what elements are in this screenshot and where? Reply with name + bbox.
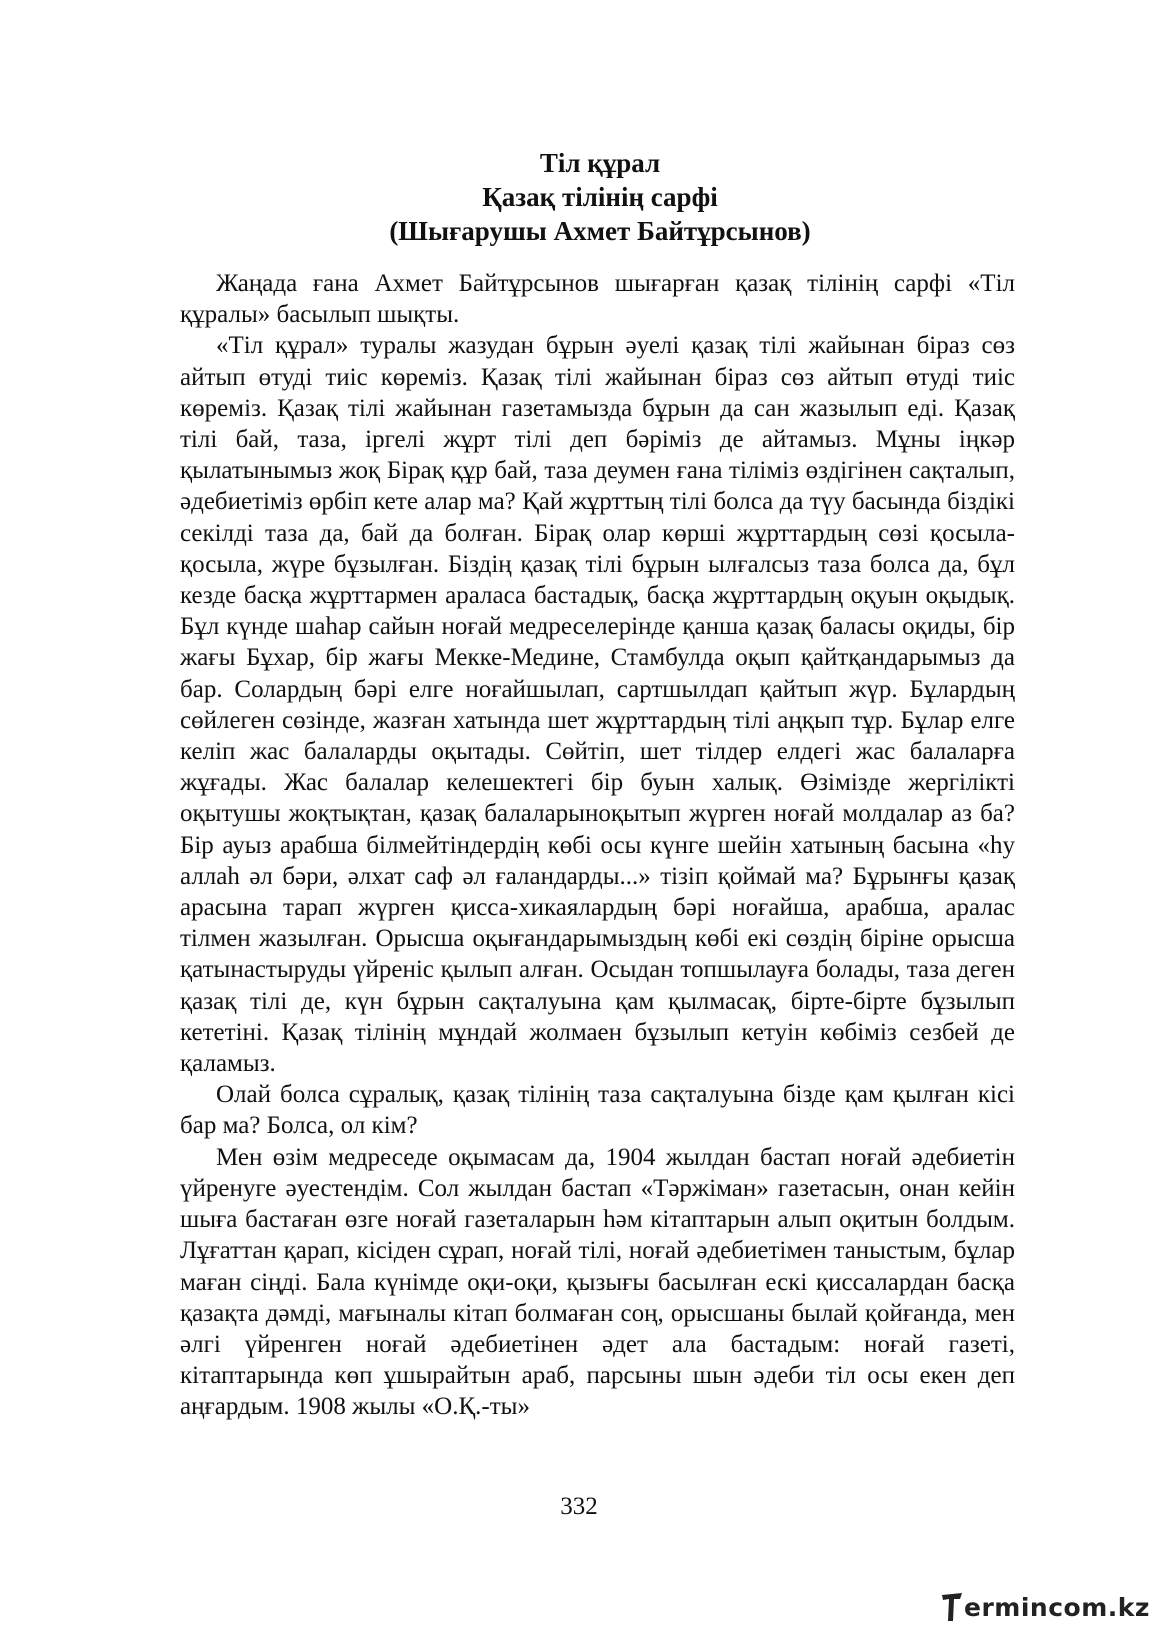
title-line-3: (Шығарушы Ахмет Байтұрсынов) xyxy=(389,216,811,246)
termincom-logo-icon xyxy=(940,1591,964,1623)
page-number: 332 xyxy=(560,1493,598,1520)
watermark-text: ermincom.kz xyxy=(964,1592,1150,1622)
watermark xyxy=(940,1586,1150,1628)
paragraph: Мен өзім медреседе оқымасам да, 1904 жылдан бастап ноғай әдебиетін үйренуге әуестендім. Сол жылдан бастап «Тәржіман» газетасын, онан кейін шыға бастаған өзге ноғай газеталарын һәм кітаптарын алып оқитын болдым. Лұғаттан қарап, кісіден сұрап, ноғай тілі, ноғай әдебиетімен таныстым, бұлар маған сіңді. Бала күнімде оқи-оқи, қызығы басылған ескі қиссалардан басқа қазақта дәмді, мағыналы кітап болмаған соң, орысшаны былай қойғанда, мен әлгі үйренген ноғай әдебиетінен әдет ала бастадым: ноғай газеті, кітаптарында көп ұшырайтын араб, парсыны шын әдеби тіл осы екен деп аңғардым. 1908 жылы «О.Қ.-ты» xyxy=(180,1143,1015,1421)
paragraph: Олай болса сұралық, қазақ тілінің таза сақталуына бізде қам қылған кісі бар ма? Болса, ол кім? xyxy=(180,1081,1015,1140)
title-line-2: Қазақ тілінің сарфі xyxy=(482,182,718,212)
article-body xyxy=(180,268,1015,1423)
paragraph: «Тіл құрал» туралы жазудан бұрын әуелі қазақ тілі жайынан біраз сөз айтып өтуді тиіс көреміз. Қазақ тілі жайынан біраз сөз айтып өтуді тиіс көреміз. Қазақ тілі жайынан газетамызда бұрын да сан жазылып еді. Қазақ тілі бай, таза, іргелі жұрт тілі деп бәріміз де айтамыз. Мұны іңкәр қылатынымыз жоқ Бірақ құр бай, таза деумен ғана тіліміз өздігінен сақталып, әдебиетіміз өрбіп кете алар ма? Қай жұрттың тілі болса да түу басында біздікі секілді таза да, бай да болған. Бірақ олар көрші жұрттардың сөзі қосыла-қосыла, жүре бұзылған. Біздің қазақ тілі бұрын ылғалсыз таза болса да, бұл кезде басқа жұрттармен араласа бастадық, басқа жұрттардың оқуын оқыдық. Бұл күнде шаһар сайын ноғай медреселерінде қанша қазақ баласы оқиды, бір жағы Бұхар, бір жағы Мекке-Медине, Стамбулда оқып қайтқандарымыз да бар. Солардың бәрі елге ноғайшылап, сартшылдап қайтып жүр. Бұлардың сөйлеген сөзінде, жазған хатында шет жұрттардың тілі аңқып тұр. Бұлар елге келіп жас балаларды оқытады. Сөйтіп, шет тілдер елдегі жас балаларға жұғады. Жас балалар келешектегі бір буын халық. Өзімізде жергілікті оқытушы жоқтықтан, қазақ балаларыноқытып жүрген ноғай молдалар аз ба? Бір ауыз арабша білмейтіндердің көбі осы күнге шейін хатының басына «һу аллаһ әл бәри, әлхат саф әл ғаландарды...» тізіп қоймай ма? Бұрынғы қазақ арасына тарап жүрген қисса-хикаялардың бәрі ноғайша, арабша, аралас тілмен жазылған. Орысша оқығандарымыздың көбі екі сөздің біріне орысша қатынастыруды үйреніс қылып алған. Осыдан топшылауға болады, таза деген қазақ тілі де, күн бұрын сақталуына қам қылмасақ, бірте-бірте бұзылып кететіні. Қазақ тілінің мұндай жолмаен бұзылып кетуін көбіміз сезбей де қаламыз. xyxy=(180,332,1015,1078)
title-line-1: Тіл құрал xyxy=(539,148,661,178)
article-title xyxy=(180,146,1020,248)
paragraph: Жаңада ғана Ахмет Байтұрсынов шығарған қазақ тілінің сарфі «Тіл құралы» басылып шықты. xyxy=(180,270,1015,329)
